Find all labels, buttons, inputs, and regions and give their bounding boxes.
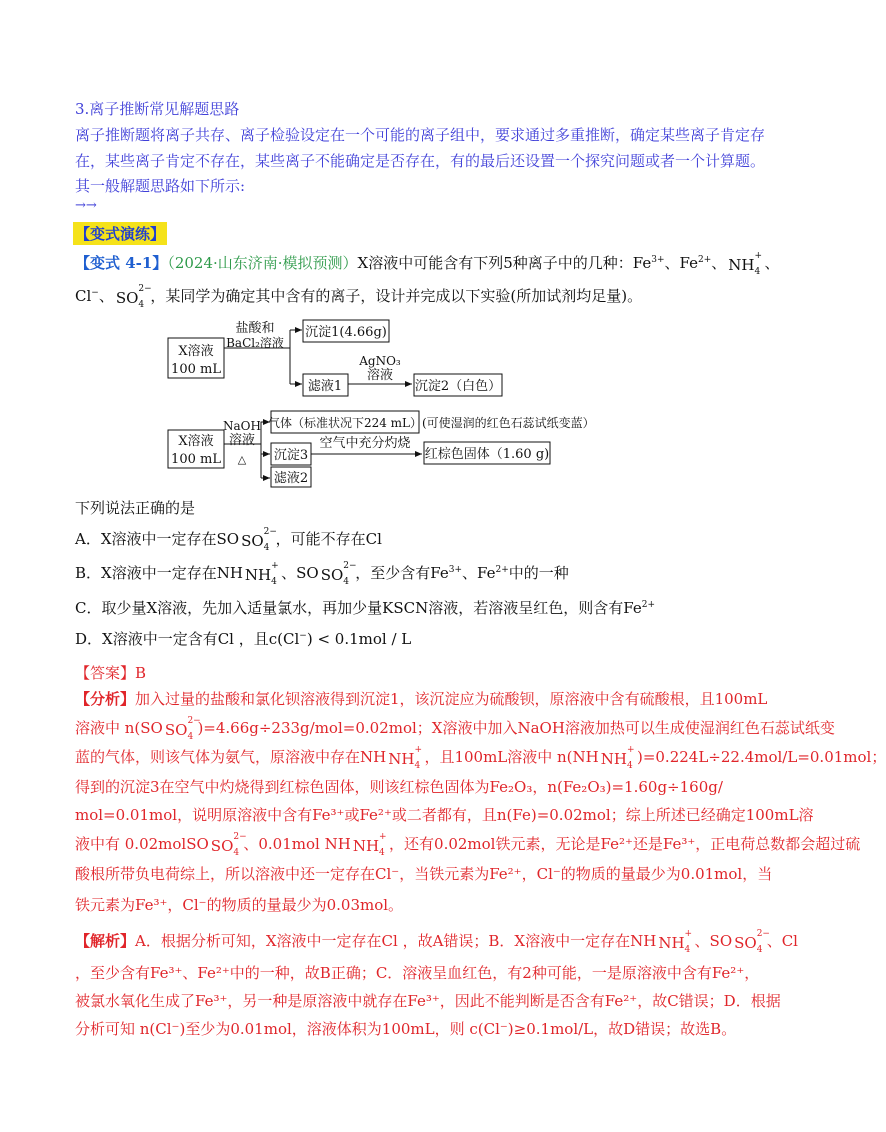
ppt2-label: 沉淀2（白色） — [414, 379, 502, 394]
question-tag: 【变式 4-1】 — [75, 254, 168, 272]
question-prompt: 下列说法正确的是 — [75, 499, 196, 517]
experiment-diagram — [160, 318, 680, 490]
question-stem: 【变式 4-1】（2024·山东济南·模拟预测）X溶液中可能含有下列5种离子中的几种：$Fe^{3+}$、$Fe^{2+}$、 NH + 4 、 — [75, 251, 780, 277]
x2-label-1: X溶液 — [178, 434, 214, 449]
answer-line: 【答案】B — [75, 664, 147, 682]
filtrate2-label: 滤液2 — [273, 471, 309, 486]
reagent1-label-2: BaCl₂溶液 — [226, 336, 284, 350]
analysis-line: 得到的沉淀3在空气中灼烧得到红棕色固体，则该红棕色固体为Fe₂O₃，n(Fe₂O₃)=1.60g÷160g/ — [75, 778, 723, 796]
ppt3-label: 沉淀3 — [273, 448, 309, 463]
solid-label: 红棕色固体（1.60 g) — [424, 447, 550, 462]
question-stem-line2: Cl−、 SO 2− 4 ，某同学为确定其中含有的离子，设计并完成以下实验(所加试剂均足量)。 — [75, 284, 643, 310]
x1-label-1: X溶液 — [178, 344, 214, 359]
analysis-line: 【分析】加入过量的盐酸和氯化钡溶液得到沉淀1，该沉淀应为硫酸钡，原溶液中含有硫酸根，且100mL — [75, 690, 768, 708]
analysis-line: 溶液中 n(SO SO 2− 4 )=4.66g÷233g/mol=0.02mol；X溶液中加入NaOH溶液加热可以生成使湿润红色石蕊试纸变 — [75, 716, 835, 742]
agno3-label: AgNO₃ — [359, 354, 401, 368]
x2-label-2: 100 mL — [171, 452, 221, 467]
gas-note: (可使湿润的红色石蕊试纸变蓝） — [422, 416, 595, 430]
air-label: 空气中充分灼烧 — [319, 436, 411, 451]
section-text-line: 在，某些离子肯定不存在，某些离子不能确定是否存在，有的最后还设置一个探究问题或者一个计算题。 — [75, 152, 766, 170]
analysis-line: 蓝的气体，则该气体为氨气，原溶液中存在NH NH + 4 ，且100mL溶液中 n(NH NH + 4 )=0.224L÷22.4mol/L=0.01mol； — [75, 745, 886, 771]
analysis-line: 液中有 0.02molSO SO 2− 4 、0.01mol NH NH + 4 ，还有0.02mol铁元素，无论是Fe²⁺还是Fe³⁺，正电荷总数都会超过硫 — [75, 832, 861, 858]
practice-heading: 【变式演练】 — [73, 222, 167, 245]
analysis-line: mol=0.01mol，说明原溶液中含有Fe³⁺或Fe²⁺或二者都有，且n(Fe)=0.02mol；综上所述已经确定100mL溶 — [75, 806, 814, 824]
filtrate1-label: 滤液1 — [307, 379, 343, 394]
agno3-label-2: 溶液 — [366, 368, 394, 383]
solution-line: 【解析】A．根据分析可知，X溶液中一定存在Cl ，故A错误；B．X溶液中一定存在NH NH + 4 、SO SO 2− 4 、Cl — [75, 929, 798, 955]
arrows-placeholder: →→ — [75, 198, 97, 213]
question-source: （2024·山东济南·模拟预测） — [167, 254, 358, 272]
option-d[interactable]: D．X溶液中一定含有Cl ，且c(Cl−) < 0.1mol / L — [75, 630, 412, 648]
solution-line: 分析可知 n(Cl⁻)至少为0.01mol，溶液体积为100mL，则 c(Cl⁻)≥0.1mol/L，故D错误；故选B。 — [75, 1020, 737, 1038]
naoh-label-2: 溶液 — [228, 433, 256, 448]
gas-label: 气体（标准状况下224 mL） — [267, 416, 423, 430]
option-b[interactable]: B．X溶液中一定存在NH NH + 4 、SO SO 2− 4 ，至少含有$Fe^{3+}$、$Fe^{2+}$中的一种 — [75, 561, 569, 587]
analysis-line: 铁元素为Fe³⁺，Cl⁻的物质的量最少为0.03mol。 — [75, 896, 404, 914]
solution-line: ，至少含有Fe³⁺、Fe²⁺中的一种，故B正确；C．溶液呈血红色，有2种可能，一是原溶液中含有Fe²⁺， — [75, 964, 760, 982]
section-text-line: 其一般解题思路如下所示: — [75, 177, 246, 195]
ion-nh4: NH + 4 — [728, 251, 763, 277]
section-text-line: 离子推断题将离子共存、离子检验设定在一个可能的离子组中，要求通过多重推断，确定某些离子肯定存 — [75, 126, 766, 144]
ion-so4: SO 2− 4 — [115, 284, 152, 310]
naoh-label-1: NaOH — [223, 419, 261, 433]
section-title: 3.离子推断常见解题思路 — [75, 100, 240, 118]
solution-line: 被氯水氧化生成了Fe³⁺，另一种是原溶液中就存在Fe³⁺，因此不能判断是否含有Fe²⁺，故C错误；D．根据 — [75, 992, 781, 1010]
naoh-label-3: △ — [237, 453, 247, 466]
option-c[interactable]: C．取少量X溶液，先加入适量氯水，再加少量KSCN溶液，若溶液呈红色，则含有$Fe^{2+}$ — [75, 599, 655, 617]
ppt1-label: 沉淀1(4.66g) — [305, 325, 387, 340]
x1-label-2: 100 mL — [171, 362, 221, 377]
reagent1-label-1: 盐酸和 — [235, 321, 275, 336]
analysis-line: 酸根所带负电荷综上，所以溶液中还一定存在Cl⁻，当铁元素为Fe²⁺，Cl⁻的物质的量最少为0.01mol，当 — [75, 865, 773, 883]
option-a[interactable]: A．X溶液中一定存在SO SO 2− 4 ，可能不存在Cl — [75, 527, 382, 553]
